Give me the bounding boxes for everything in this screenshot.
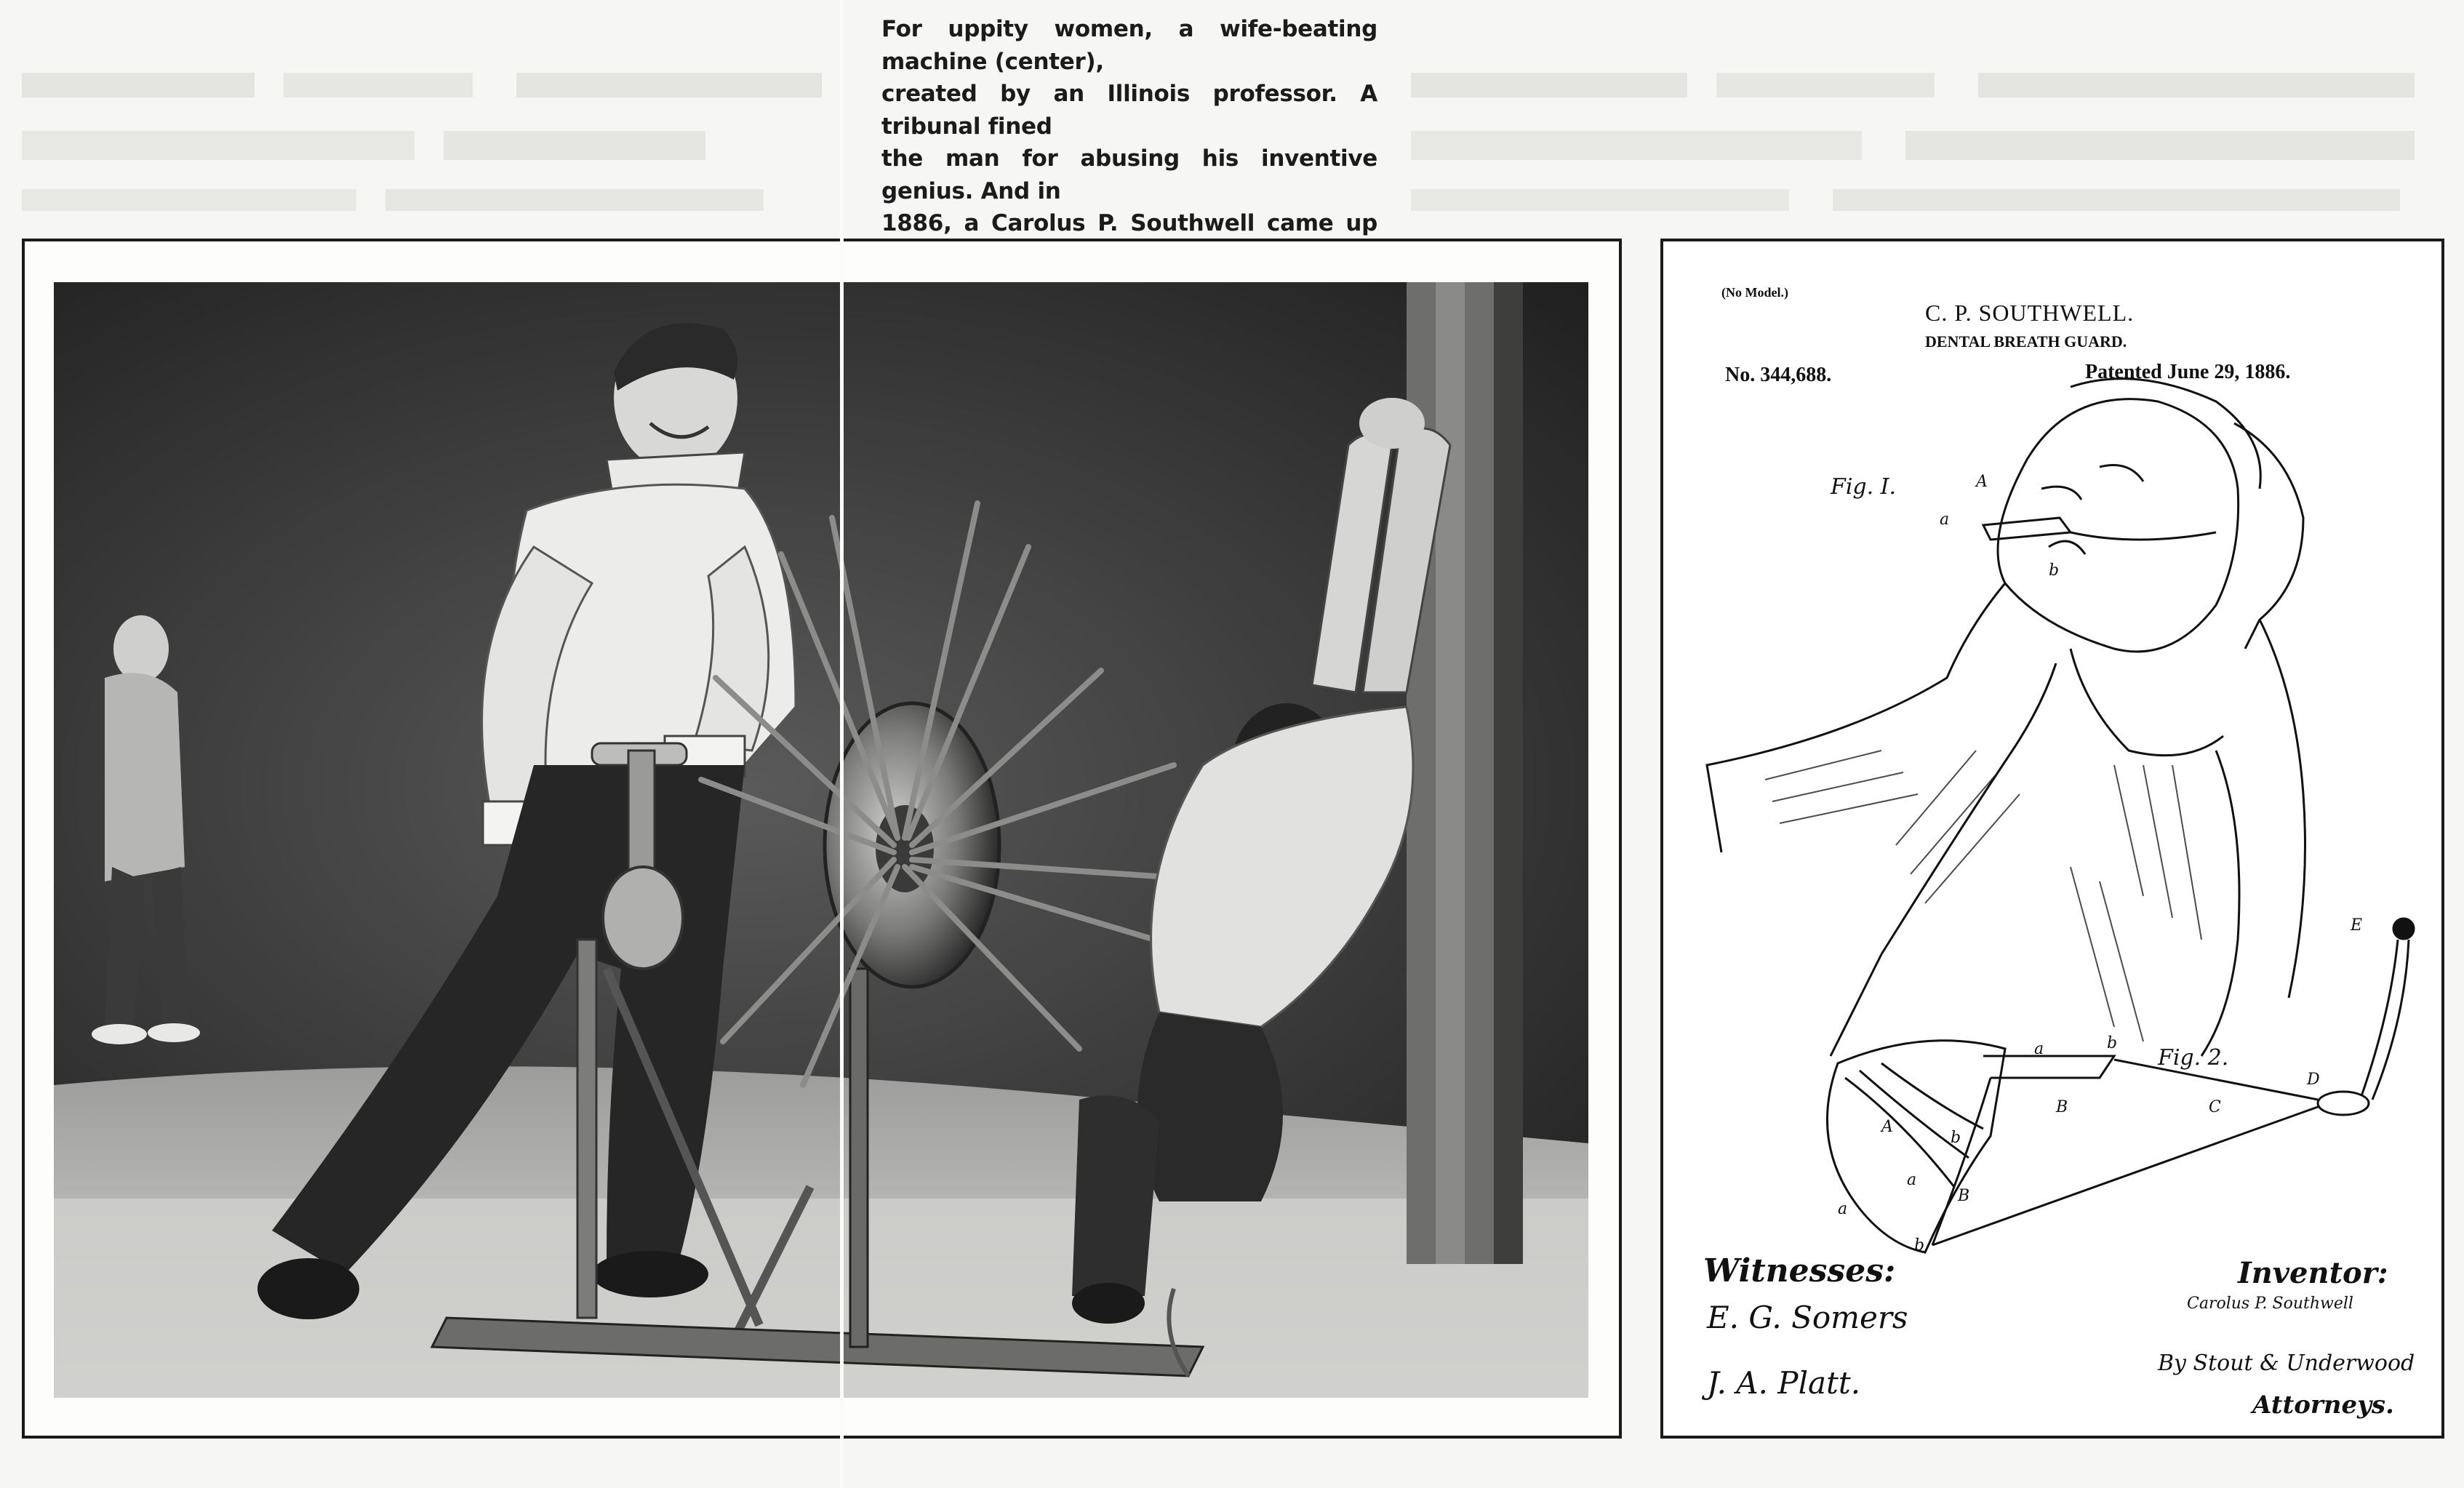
- part-letter: a: [1907, 1171, 1917, 1189]
- part-letter: A: [1976, 473, 1988, 491]
- fig-1-patient-drawing: [1707, 379, 2305, 1056]
- fig-1-label: Fig. I.: [1831, 474, 1897, 500]
- bleed-through-right-texture: [1396, 44, 2451, 225]
- part-letter: b: [2049, 561, 2060, 580]
- part-letter: a: [1940, 511, 1950, 529]
- bleed-through-left-texture: [7, 44, 865, 225]
- engraving-artwork: [25, 241, 1619, 1436]
- patent-no-model: (No Model.): [1721, 285, 1788, 300]
- part-letter: b: [1914, 1236, 1925, 1255]
- patent-title: DENTAL BREATH GUARD.: [1925, 332, 2127, 351]
- patent-inventor-name: C. P. SOUTHWELL.: [1925, 300, 2135, 326]
- inventor-label: Inventor:: [2238, 1256, 2388, 1290]
- witness-signature: J. A. Platt.: [1707, 1365, 1861, 1401]
- part-letter: E: [2351, 916, 2363, 935]
- fig-2-label: Fig. 2.: [2158, 1045, 2229, 1071]
- part-letter: b: [2107, 1034, 2118, 1052]
- patent-number: No. 344,688.: [1725, 364, 1832, 386]
- part-letter: B: [1958, 1187, 1970, 1205]
- caption-line: the man for abusing his inventive genius. And in: [881, 145, 1377, 204]
- caption-line: For uppity women, a wife-beating machine (center),: [881, 16, 1377, 75]
- part-letter: b: [1951, 1129, 1961, 1147]
- inventor-signature: Carolus P. Southwell: [2187, 1295, 2353, 1313]
- witness-signature: E. G. Somers: [1707, 1300, 1908, 1335]
- wife-beating-machine-illustration: [22, 239, 1622, 1439]
- caption-line: created by an Illinois professor. A tribunal fined: [881, 81, 1377, 140]
- part-letter: A: [1881, 1118, 1893, 1136]
- bleed-through-left: [7, 44, 865, 225]
- patent-date: Patented June 29, 1886.: [2085, 361, 2291, 383]
- part-letter: a: [1838, 1200, 1848, 1218]
- fig-2-breath-guard-drawing: [1827, 919, 2414, 1252]
- part-letter: C: [2209, 1098, 2221, 1116]
- part-letter: a: [2034, 1040, 2044, 1058]
- witnesses-label: Witnesses:: [1703, 1252, 1896, 1289]
- caption-line: 1886, a Carolus P. Southwell came up: [881, 210, 1377, 236]
- part-letter: B: [2056, 1098, 2068, 1116]
- dental-breath-guard-patent: [1660, 239, 2444, 1439]
- part-letter: D: [2307, 1071, 2320, 1089]
- attorneys-label: Attorneys.: [2252, 1391, 2394, 1420]
- attorney-signature: By Stout & Underwood: [2158, 1351, 2415, 1376]
- page-fold-line: [840, 0, 844, 1488]
- bleed-through-right: [1396, 44, 2451, 225]
